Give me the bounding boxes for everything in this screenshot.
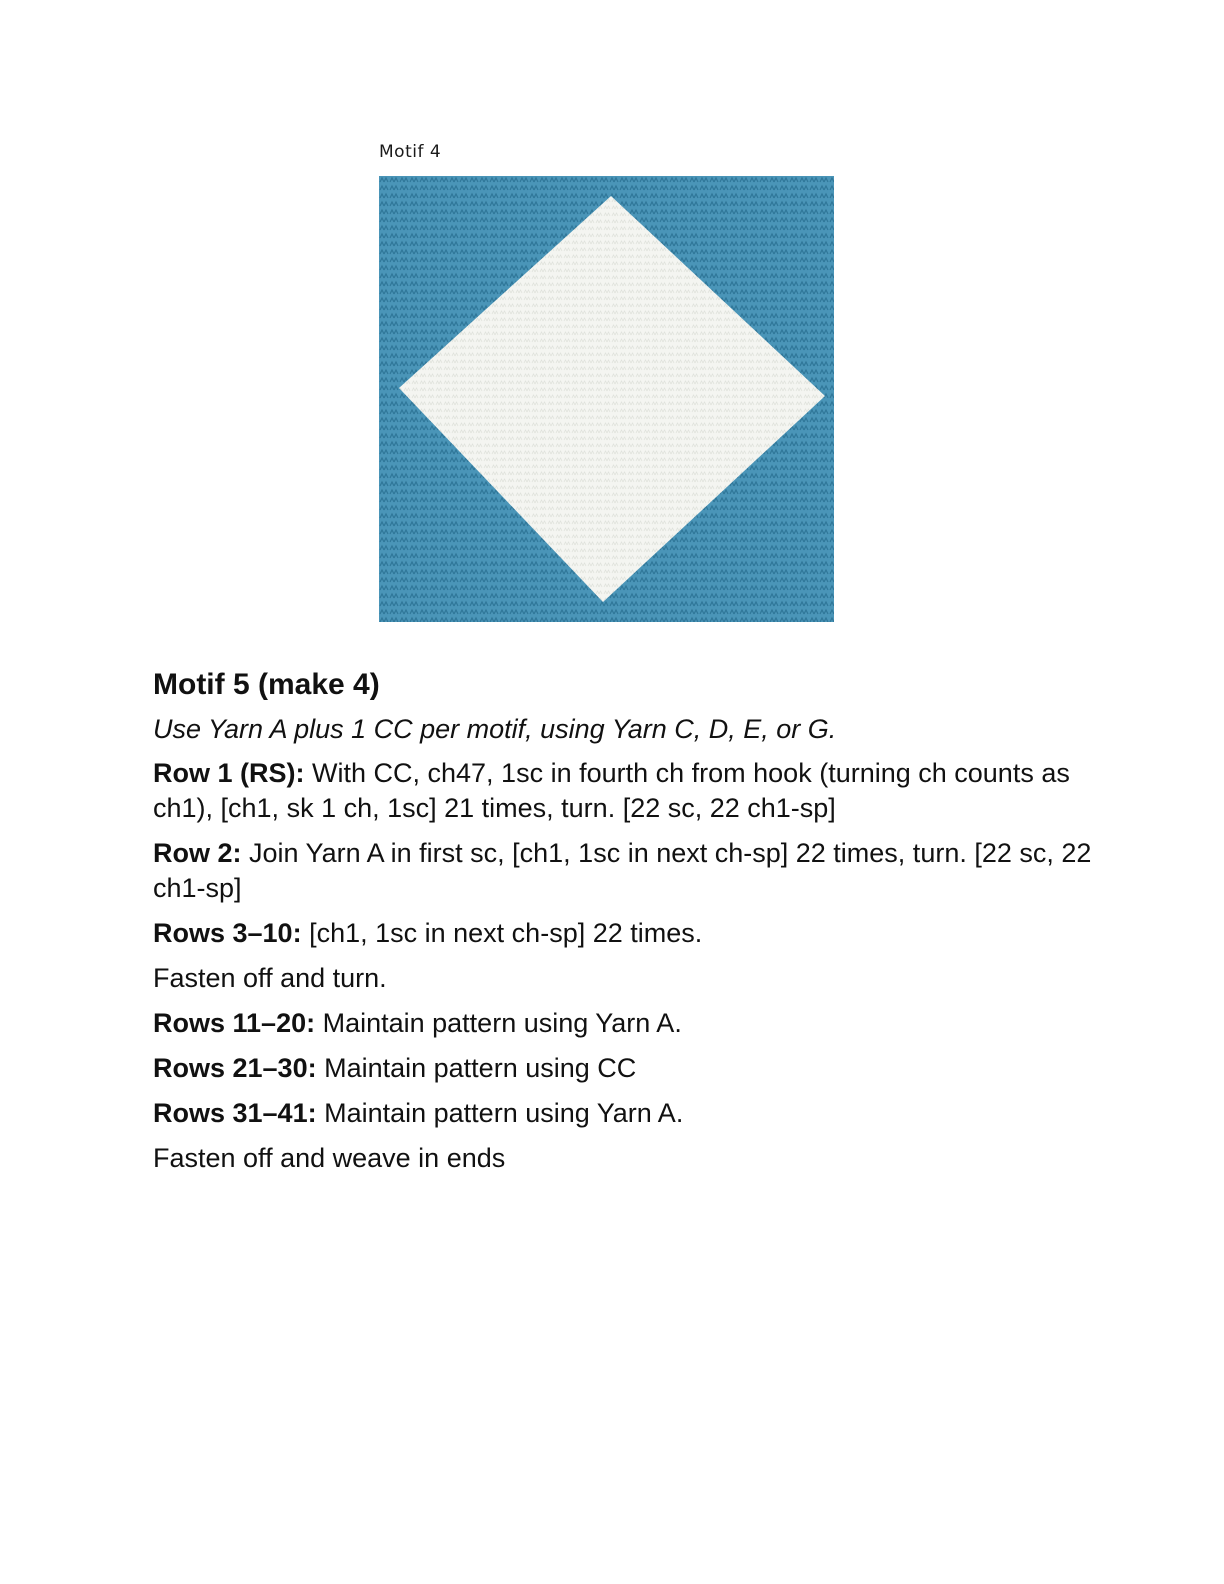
step-label: Rows 31–41: — [153, 1098, 317, 1128]
step-text: Maintain pattern using Yarn A. — [316, 1098, 684, 1128]
instruction-step — [153, 1141, 1093, 1176]
step-label: Rows 21–30: — [153, 1053, 317, 1083]
section-title: Motif 5 (make 4) — [153, 668, 380, 701]
step-label: Row 2: — [153, 838, 242, 868]
step-label: Rows 11–20: — [153, 1008, 316, 1038]
step-text: With CC, ch47, 1sc in fourth ch from hook (turning ch counts as ch1), [ch1, sk 1 ch, 1sc] 21 times, turn. [22 sc, 22 ch1-sp] — [153, 758, 1070, 823]
instruction-list — [153, 756, 1093, 1176]
step-text: Fasten off and turn. — [153, 963, 387, 993]
motif-4-photo — [379, 176, 834, 622]
figure-caption: Motif 4 — [379, 142, 442, 162]
step-label: Rows 3–10: — [153, 918, 302, 948]
instruction-step — [153, 1051, 1093, 1086]
step-label: Row 1 (RS): — [153, 758, 305, 788]
instruction-step — [153, 961, 1093, 996]
step-text: Fasten off and weave in ends — [153, 1143, 506, 1173]
pattern-section — [153, 666, 1093, 1186]
instruction-step — [153, 756, 1093, 826]
step-text: Maintain pattern using CC — [316, 1053, 637, 1083]
instruction-step — [153, 836, 1093, 906]
step-text: Maintain pattern using Yarn A. — [315, 1008, 682, 1038]
instruction-step — [153, 1096, 1093, 1131]
step-text: [ch1, 1sc in next ch-sp] 22 times. — [301, 918, 703, 948]
instruction-step — [153, 1006, 1093, 1041]
instruction-step — [153, 916, 1093, 951]
step-text: Join Yarn A in first sc, [ch1, 1sc in next ch-sp] 22 times, turn. [22 sc, 22 ch1-sp] — [153, 838, 1092, 903]
crochet-swatch-image — [379, 176, 834, 622]
intro-note: Use Yarn A plus 1 CC per motif, using Yarn C, D, E, or G. — [153, 714, 837, 744]
